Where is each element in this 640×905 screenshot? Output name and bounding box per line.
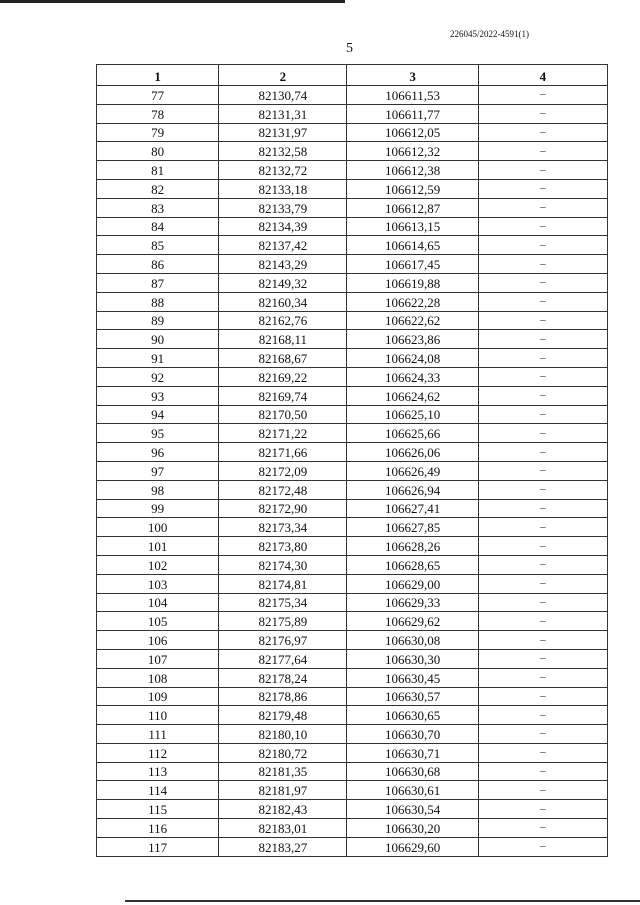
table-cell-col-2: 82175,89 (219, 612, 347, 631)
table-cell-col-4: – (478, 367, 607, 386)
table-row (97, 706, 608, 725)
table-cell-col-3: 106622,28 (347, 292, 478, 311)
table-cell-col-2: 82181,35 (219, 762, 347, 781)
column-header-4: 4 (478, 65, 607, 86)
table-cell-col-2: 82162,76 (219, 311, 347, 330)
table-cell-col-4: – (478, 349, 607, 368)
table-cell-col-1: 96 (97, 443, 219, 462)
table-row (97, 179, 608, 198)
table-cell-col-3: 106624,33 (347, 367, 478, 386)
table-row (97, 461, 608, 480)
table-cell-col-2: 82172,48 (219, 480, 347, 499)
table-cell-col-4: – (478, 86, 607, 105)
table-cell-col-3: 106629,60 (347, 837, 478, 856)
table-row (97, 198, 608, 217)
table-cell-col-1: 109 (97, 687, 219, 706)
table-row (97, 104, 608, 123)
table-cell-col-1: 110 (97, 706, 219, 725)
table-cell-col-2: 82183,27 (219, 837, 347, 856)
table-row (97, 424, 608, 443)
table-cell-col-3: 106630,70 (347, 725, 478, 744)
table-cell-col-2: 82132,72 (219, 161, 347, 180)
table-cell-col-1: 83 (97, 198, 219, 217)
coordinates-table (96, 64, 608, 857)
table-cell-col-1: 108 (97, 668, 219, 687)
table-row (97, 161, 608, 180)
table-cell-col-3: 106625,10 (347, 405, 478, 424)
table-cell-col-2: 82176,97 (219, 631, 347, 650)
table-cell-col-4: – (478, 537, 607, 556)
table-row (97, 537, 608, 556)
table-row (97, 687, 608, 706)
table-cell-col-4: – (478, 255, 607, 274)
table-cell-col-1: 98 (97, 480, 219, 499)
table-cell-col-2: 82131,31 (219, 104, 347, 123)
table-cell-col-2: 82133,79 (219, 198, 347, 217)
table-row (97, 273, 608, 292)
table-cell-col-1: 102 (97, 555, 219, 574)
table-cell-col-1: 112 (97, 743, 219, 762)
table-row (97, 480, 608, 499)
table-cell-col-1: 97 (97, 461, 219, 480)
table-cell-col-2: 82168,11 (219, 330, 347, 349)
table-cell-col-1: 84 (97, 217, 219, 236)
table-cell-col-4: – (478, 480, 607, 499)
table-cell-col-3: 106630,65 (347, 706, 478, 725)
table-cell-col-4: – (478, 123, 607, 142)
table-cell-col-4: – (478, 461, 607, 480)
table-cell-col-3: 106630,30 (347, 649, 478, 668)
table-cell-col-3: 106613,15 (347, 217, 478, 236)
table-cell-col-2: 82169,74 (219, 386, 347, 405)
table-cell-col-2: 82182,43 (219, 800, 347, 819)
table-cell-col-1: 104 (97, 593, 219, 612)
table-cell-col-3: 106612,59 (347, 179, 478, 198)
table-cell-col-4: – (478, 443, 607, 462)
table-cell-col-2: 82172,09 (219, 461, 347, 480)
table-cell-col-3: 106627,41 (347, 499, 478, 518)
table-row (97, 367, 608, 386)
table-cell-col-3: 106630,68 (347, 762, 478, 781)
table-row (97, 725, 608, 744)
table-cell-col-3: 106630,71 (347, 743, 478, 762)
table-row (97, 123, 608, 142)
table-cell-col-1: 114 (97, 781, 219, 800)
table-cell-col-1: 91 (97, 349, 219, 368)
table-cell-col-2: 82143,29 (219, 255, 347, 274)
table-cell-col-1: 94 (97, 405, 219, 424)
table-cell-col-3: 106629,33 (347, 593, 478, 612)
table-cell-col-3: 106630,08 (347, 631, 478, 650)
table-cell-col-4: – (478, 593, 607, 612)
table-row (97, 443, 608, 462)
table-cell-col-2: 82171,22 (219, 424, 347, 443)
column-header-3: 3 (347, 65, 478, 86)
table-cell-col-4: – (478, 311, 607, 330)
table-row (97, 142, 608, 161)
table-cell-col-3: 106627,85 (347, 518, 478, 537)
table-cell-col-1: 116 (97, 819, 219, 838)
table-cell-col-4: – (478, 612, 607, 631)
table-cell-col-3: 106628,65 (347, 555, 478, 574)
table-cell-col-2: 82149,32 (219, 273, 347, 292)
scan-edge-top (0, 0, 345, 3)
table-header (97, 65, 608, 86)
table-cell-col-3: 106612,32 (347, 142, 478, 161)
table-cell-col-4: – (478, 405, 607, 424)
table-cell-col-3: 106624,62 (347, 386, 478, 405)
table-row (97, 555, 608, 574)
table-cell-col-4: – (478, 837, 607, 856)
table-row (97, 631, 608, 650)
table-cell-col-4: – (478, 706, 607, 725)
table-cell-col-3: 106626,94 (347, 480, 478, 499)
table-cell-col-1: 81 (97, 161, 219, 180)
table-row (97, 781, 608, 800)
table-cell-col-1: 103 (97, 574, 219, 593)
table-row (97, 819, 608, 838)
table-cell-col-2: 82170,50 (219, 405, 347, 424)
column-header-2: 2 (219, 65, 347, 86)
table-cell-col-1: 80 (97, 142, 219, 161)
table-cell-col-3: 106629,00 (347, 574, 478, 593)
table-cell-col-1: 85 (97, 236, 219, 255)
table-cell-col-4: – (478, 330, 607, 349)
table-cell-col-3: 106614,65 (347, 236, 478, 255)
table-cell-col-3: 106630,54 (347, 800, 478, 819)
table-body (97, 86, 608, 857)
table-row (97, 311, 608, 330)
table-cell-col-2: 82181,97 (219, 781, 347, 800)
table-cell-col-4: – (478, 179, 607, 198)
table-cell-col-3: 106611,53 (347, 86, 478, 105)
table-cell-col-2: 82131,97 (219, 123, 347, 142)
table-cell-col-2: 82130,74 (219, 86, 347, 105)
table-cell-col-1: 100 (97, 518, 219, 537)
table-row (97, 612, 608, 631)
table-cell-col-4: – (478, 161, 607, 180)
table-row (97, 349, 608, 368)
table-cell-col-1: 87 (97, 273, 219, 292)
page-number: 5 (346, 41, 353, 56)
table-row (97, 386, 608, 405)
table-cell-col-4: – (478, 217, 607, 236)
table-cell-col-3: 106624,08 (347, 349, 478, 368)
table-cell-col-3: 106617,45 (347, 255, 478, 274)
table-cell-col-3: 106626,49 (347, 461, 478, 480)
table-cell-col-3: 106619,88 (347, 273, 478, 292)
table-cell-col-1: 101 (97, 537, 219, 556)
header-row (97, 65, 608, 86)
table-row (97, 668, 608, 687)
table-cell-col-3: 106612,38 (347, 161, 478, 180)
table-cell-col-3: 106630,20 (347, 819, 478, 838)
table-row (97, 649, 608, 668)
table-cell-col-2: 82133,18 (219, 179, 347, 198)
table-row (97, 593, 608, 612)
table-cell-col-2: 82180,72 (219, 743, 347, 762)
table-row (97, 236, 608, 255)
table-row (97, 405, 608, 424)
table-cell-col-1: 115 (97, 800, 219, 819)
table-cell-col-1: 89 (97, 311, 219, 330)
table-cell-col-2: 82173,80 (219, 537, 347, 556)
table-cell-col-1: 107 (97, 649, 219, 668)
table-cell-col-4: – (478, 142, 607, 161)
document-number: 226045/2022-4591(1) (450, 29, 529, 39)
table-cell-col-3: 106630,61 (347, 781, 478, 800)
table-cell-col-2: 82178,86 (219, 687, 347, 706)
table-row (97, 292, 608, 311)
table-cell-col-4: – (478, 499, 607, 518)
table-cell-col-1: 113 (97, 762, 219, 781)
table-row (97, 518, 608, 537)
table-cell-col-1: 92 (97, 367, 219, 386)
table-cell-col-1: 99 (97, 499, 219, 518)
table-cell-col-1: 105 (97, 612, 219, 631)
table-row (97, 743, 608, 762)
table-cell-col-2: 82173,34 (219, 518, 347, 537)
table-cell-col-4: – (478, 781, 607, 800)
table-cell-col-4: – (478, 198, 607, 217)
table-cell-col-2: 82160,34 (219, 292, 347, 311)
table-cell-col-2: 82174,81 (219, 574, 347, 593)
table-cell-col-3: 106625,66 (347, 424, 478, 443)
table-cell-col-3: 106626,06 (347, 443, 478, 462)
table-cell-col-4: – (478, 668, 607, 687)
table-cell-col-1: 86 (97, 255, 219, 274)
table-cell-col-4: – (478, 273, 607, 292)
table-cell-col-1: 106 (97, 631, 219, 650)
table-cell-col-1: 93 (97, 386, 219, 405)
table-cell-col-2: 82168,67 (219, 349, 347, 368)
table-cell-col-2: 82178,24 (219, 668, 347, 687)
table-cell-col-4: – (478, 292, 607, 311)
table-cell-col-3: 106612,87 (347, 198, 478, 217)
table-cell-col-4: – (478, 104, 607, 123)
table-cell-col-2: 82180,10 (219, 725, 347, 744)
table-cell-col-2: 82169,22 (219, 367, 347, 386)
table-cell-col-3: 106628,26 (347, 537, 478, 556)
table-cell-col-3: 106611,77 (347, 104, 478, 123)
table-cell-col-3: 106630,45 (347, 668, 478, 687)
table-cell-col-2: 82177,64 (219, 649, 347, 668)
table-cell-col-2: 82174,30 (219, 555, 347, 574)
table-row (97, 255, 608, 274)
table-cell-col-4: – (478, 518, 607, 537)
table-cell-col-3: 106630,57 (347, 687, 478, 706)
table-cell-col-2: 82172,90 (219, 499, 347, 518)
table-cell-col-4: – (478, 762, 607, 781)
table-row (97, 217, 608, 236)
table-cell-col-2: 82132,58 (219, 142, 347, 161)
table-row (97, 499, 608, 518)
table-cell-col-4: – (478, 236, 607, 255)
table-cell-col-1: 79 (97, 123, 219, 142)
table-cell-col-3: 106622,62 (347, 311, 478, 330)
table-row (97, 762, 608, 781)
table-row (97, 574, 608, 593)
table-cell-col-2: 82134,39 (219, 217, 347, 236)
table-cell-col-4: – (478, 649, 607, 668)
table-cell-col-2: 82183,01 (219, 819, 347, 838)
scan-edge-bottom (125, 900, 640, 902)
table-cell-col-4: – (478, 574, 607, 593)
table-cell-col-1: 77 (97, 86, 219, 105)
table-cell-col-4: – (478, 687, 607, 706)
table-cell-col-2: 82175,34 (219, 593, 347, 612)
table-cell-col-3: 106623,86 (347, 330, 478, 349)
table-cell-col-4: – (478, 800, 607, 819)
table-cell-col-1: 111 (97, 725, 219, 744)
table-cell-col-1: 90 (97, 330, 219, 349)
table-cell-col-1: 88 (97, 292, 219, 311)
table-row (97, 837, 608, 856)
table-cell-col-4: – (478, 386, 607, 405)
table-cell-col-4: – (478, 631, 607, 650)
table-cell-col-4: – (478, 819, 607, 838)
table-cell-col-1: 117 (97, 837, 219, 856)
table-cell-col-1: 78 (97, 104, 219, 123)
table-row (97, 800, 608, 819)
table-cell-col-2: 82171,66 (219, 443, 347, 462)
table-cell-col-1: 95 (97, 424, 219, 443)
table-cell-col-4: – (478, 424, 607, 443)
table-row (97, 86, 608, 105)
table-cell-col-2: 82137,42 (219, 236, 347, 255)
table-cell-col-4: – (478, 743, 607, 762)
table-cell-col-4: – (478, 555, 607, 574)
table-cell-col-3: 106629,62 (347, 612, 478, 631)
table-cell-col-4: – (478, 725, 607, 744)
table-cell-col-2: 82179,48 (219, 706, 347, 725)
column-header-1: 1 (97, 65, 219, 86)
table-cell-col-3: 106612,05 (347, 123, 478, 142)
table-cell-col-1: 82 (97, 179, 219, 198)
table-row (97, 330, 608, 349)
